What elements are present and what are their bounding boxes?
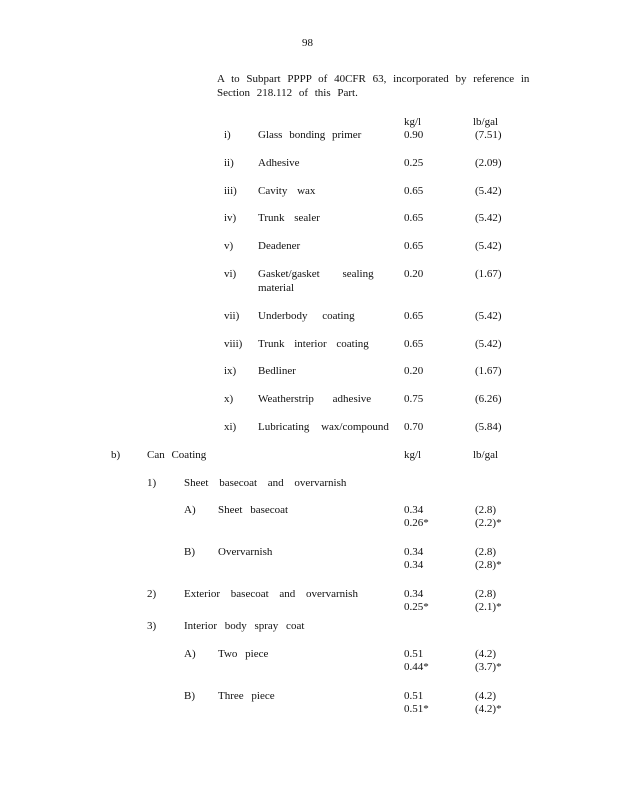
item-kg: 0.20 [404,268,424,280]
item-kg: 0.65 [404,240,424,252]
item-kg: 0.25 [404,157,424,169]
subitem-kg: 0.34 [404,546,424,558]
subitem-letter: A) [184,648,196,660]
section-letter: b) [111,449,121,461]
subitem-label: Three piece [218,690,275,702]
item-label: Gasket/gasket sealing [258,268,374,280]
item-number: iii) [224,185,237,197]
subsection-lb-alt: (2.1)* [475,601,502,613]
item-kg: 0.65 [404,338,424,350]
item-label: Cavity wax [258,185,316,197]
item-lb: (5.42) [475,338,502,350]
intro-line-1: A to Subpart PPPP of 40CFR 63, incorporated by reference in [217,73,530,85]
item-kg: 0.65 [404,212,424,224]
item-kg: 0.70 [404,421,424,433]
subitem-kg-alt: 0.34 [404,559,424,571]
section-title: Can Coating [147,449,207,461]
item-number: iv) [224,212,237,224]
subitem-lb: (4.2) [475,648,497,660]
item-number: xi) [224,421,237,433]
subitem-kg-alt: 0.44* [404,661,429,673]
item-lb: (5.42) [475,240,502,252]
item-label: Underbody coating [258,310,355,322]
subsection-number: 2) [147,588,157,600]
item-lb: (7.51) [475,129,502,141]
item-label: Weatherstrip adhesive [258,393,372,405]
item-kg: 0.65 [404,185,424,197]
subitem-kg: 0.34 [404,504,424,516]
subitem-lb: (2.8) [475,504,497,516]
subitem-letter: A) [184,504,196,516]
subitem-label: Two piece [218,648,269,660]
intro-line-2: Section 218.112 of this Part. [217,87,358,99]
subsection-title: Exterior basecoat and overvarnish [184,588,358,600]
item-lb: (5.42) [475,310,502,322]
kg-header: kg/l [404,116,422,128]
item-number: vii) [224,310,240,322]
subsection-lb: (2.8) [475,588,497,600]
subitem-kg: 0.51 [404,648,424,660]
subsection-title: Interior body spray coat [184,620,305,632]
item-number: vi) [224,268,237,280]
page-number: 98 [302,37,313,49]
item-number: i) [224,129,231,141]
item-lb: (5.42) [475,185,502,197]
subitem-kg-alt: 0.26* [404,517,429,529]
item-number: viii) [224,338,243,350]
subitem-lb: (4.2) [475,690,497,702]
item-label: Adhesive [258,157,300,169]
subitem-kg: 0.51 [404,690,424,702]
subitem-letter: B) [184,690,195,702]
subitem-lb-alt: (3.7)* [475,661,502,673]
item-kg: 0.20 [404,365,424,377]
item-lb: (2.09) [475,157,502,169]
subsection-kg: 0.34 [404,588,424,600]
subitem-label: Sheet basecoat [218,504,289,516]
item-label: Trunk interior coating [258,338,369,350]
item-label: Lubricating wax/compound [258,421,389,433]
item-lb: (1.67) [475,365,502,377]
subsection-number: 1) [147,477,157,489]
item-number: v) [224,240,234,252]
item-lb: (5.42) [475,212,502,224]
section-kg-header: kg/l [404,449,422,461]
item-label: Glass bonding primer [258,129,362,141]
subsection-kg-alt: 0.25* [404,601,429,613]
subitem-letter: B) [184,546,195,558]
lb-header: lb/gal [473,116,499,128]
item-label: Trunk sealer [258,212,320,224]
item-kg: 0.75 [404,393,424,405]
subitem-lb: (2.8) [475,546,497,558]
item-number: ii) [224,157,234,169]
item-kg: 0.90 [404,129,424,141]
subsection-title: Sheet basecoat and overvarnish [184,477,347,489]
item-lb: (5.84) [475,421,502,433]
item-label: Bedliner [258,365,296,377]
item-lb: (6.26) [475,393,502,405]
section-lb-header: lb/gal [473,449,499,461]
item-kg: 0.65 [404,310,424,322]
subitem-kg-alt: 0.51* [404,703,429,715]
subitem-lb-alt: (4.2)* [475,703,502,715]
item-label-continued: material [258,282,295,294]
item-lb: (1.67) [475,268,502,280]
subitem-lb-alt: (2.8)* [475,559,502,571]
subsection-number: 3) [147,620,157,632]
item-label: Deadener [258,240,301,252]
item-number: x) [224,393,234,405]
item-number: ix) [224,365,237,377]
subitem-lb-alt: (2.2)* [475,517,502,529]
subitem-label: Overvarnish [218,546,273,558]
